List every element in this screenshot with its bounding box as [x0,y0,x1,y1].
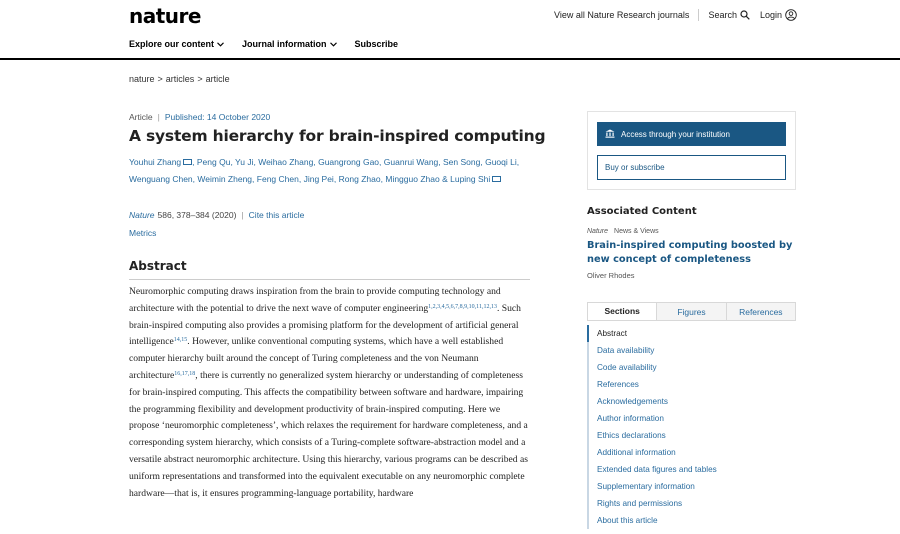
author-link[interactable]: Sen Song [443,157,481,167]
author-link[interactable]: Guangrong Gao [318,157,380,167]
section-abstract[interactable]: Abstract [587,325,717,342]
citation-details: 586, 378–384 (2020) [157,210,237,220]
reference-link[interactable]: 16,17,18 [174,370,196,377]
author-link[interactable]: Youhui Zhang [129,157,192,167]
journal-name[interactable]: Nature [129,210,155,220]
section-author-information[interactable]: Author information [597,414,664,423]
author-link[interactable]: Guoqi Li [485,157,517,167]
associated-journal: Nature [587,228,609,235]
author-list: Youhui Zhang , Peng Qu, Yu Ji, Weihao Zhang, Guangrong Gao, Guanrui Wang, Sen Song, Guoqi Li, Wenguang Chen, Weimin Zheng, Feng Chen, Jing Pei, Rong Zhao, Mingguo Zhao & Luping Shi [129,157,520,184]
breadcrumb [129,74,230,84]
breadcrumb-nature[interactable]: nature [129,74,155,84]
section-rights-permissions[interactable]: Rights and permissions [597,499,683,508]
abstract-divider [129,279,530,280]
cite-this-article-link[interactable]: Cite this article [248,210,305,220]
section-supplementary-information[interactable]: Supplementary information [597,482,695,491]
author-link[interactable]: Mingguo Zhao [385,174,440,184]
view-all-journals-link[interactable]: View all Nature Research journals [554,10,690,20]
abstract-text: Neuromorphic computing draws inspiration from the brain to provide computing technology and architecture with the potential to drive the next wave of computer engineering$^{1,2,3,4,5,6,7,8,9,10,11,12,13}$. Such brain-inspired computing also provides a promising platform for the development of artificial general intelligence$^{14,15}$. However, unlike conventional computing systems, which have a well established computer hierarchy built around the concept of Turing completeness and the von Neumann architecture$^{16,17,18}$, there is currently no generalized system hierarchy or understanding of completeness for brain-inspired computing. This affects the compatibility between software and hardware, impairing the programming flexibility and development productivity of brain-inspired computing. Here we propose ‘neuromorphic completeness’, which relaxes the requirement for hardware completeness, and a corresponding system hierarchy, which consists of a Turing-complete software-abstraction model and a versatile abstract neuromorphic architecture. Using this hierarchy, various programs can be described as uniform representations and transformed into the equivalent executable on any neuromorphic complete hardware—that is, it ensures programming-language portability, hardware [129,286,528,499]
reference-link[interactable]: 14,15 [173,337,188,344]
citation-line [129,210,304,220]
divider: | [157,112,160,122]
nav-journal-information[interactable] [242,39,337,49]
divider [698,9,699,21]
tab-figures[interactable]: Figures [656,303,725,320]
chevron-down-icon [217,39,224,49]
nature-logo[interactable]: nature [129,4,201,28]
access-institution-button[interactable] [597,122,786,146]
section-code-availability[interactable]: Code availability [597,363,657,372]
author-link[interactable]: Rong Zhao [338,174,381,184]
chevron-down-icon [330,39,337,49]
published-date: Published: 14 October 2020 [164,112,271,122]
author-link[interactable]: Yu Ji [235,157,254,167]
breadcrumb-separator: > [157,74,163,84]
section-extended-data[interactable]: Extended data figures and tables [597,465,717,474]
section-acknowledgements[interactable]: Acknowledgements [597,397,668,406]
breadcrumb-article: article [205,74,230,84]
section-data-availability[interactable]: Data availability [597,346,655,355]
article-title: A system hierarchy for brain-inspired computing [129,127,546,145]
search-icon [740,10,750,20]
nav-label: Journal information [242,39,327,49]
breadcrumb-articles[interactable]: articles [165,74,195,84]
access-institution-label: Access through your institution [621,129,730,139]
divider: | [241,210,244,220]
nav-explore-content[interactable] [129,39,224,49]
author-link[interactable]: Weimin Zheng [197,174,253,184]
article-type: Article [129,112,153,122]
sections-list [587,325,717,529]
author-link[interactable]: Jing Pei [303,174,334,184]
user-icon [785,9,797,21]
header-divider [0,58,900,60]
search-button[interactable] [708,10,750,20]
associated-article-author: Oliver Rhodes [587,271,635,280]
section-about-article[interactable]: About this article [597,516,658,525]
login-label: Login [759,10,782,20]
associated-content-heading: Associated Content [587,206,697,217]
metrics-link[interactable]: Metrics [129,228,157,238]
article-meta [129,112,270,122]
associated-type: News & Views [614,228,659,235]
abstract-heading: Abstract [129,259,187,273]
mail-icon[interactable] [492,176,501,182]
author-link[interactable]: Peng Qu [196,157,231,167]
associated-content-meta [587,228,659,235]
author-link[interactable]: Luping Shi [450,174,501,184]
author-link[interactable]: Wenguang Chen [129,174,193,184]
nav-label: Explore our content [129,39,215,49]
sidebar-tabs [587,302,796,321]
section-additional-information[interactable]: Additional information [597,448,676,457]
section-ethics-declarations[interactable]: Ethics declarations [597,431,666,440]
reference-link[interactable]: 1,2,3,4,5,6,7,8,9,10,11,12,13 [428,303,497,310]
associated-article-link[interactable]: Brain-inspired computing boosted by new concept of completeness [587,240,793,265]
tab-references[interactable]: References [726,303,795,320]
breadcrumb-separator: > [197,74,203,84]
nav-subscribe[interactable] [355,39,399,49]
search-label: Search [708,10,737,20]
header-utility-bar [554,9,797,21]
buy-subscribe-button[interactable]: Buy or subscribe [597,155,786,180]
mail-icon[interactable] [183,159,192,165]
section-references[interactable]: References [597,380,639,389]
author-link[interactable]: Weihao Zhang [258,157,314,167]
nav-label: Subscribe [354,39,399,49]
author-link[interactable]: Guanrui Wang [383,157,439,167]
login-button[interactable] [760,9,797,21]
main-navigation [129,39,416,49]
author-link[interactable]: Feng Chen [256,174,299,184]
tab-sections[interactable]: Sections [588,303,656,320]
institution-icon [605,129,615,140]
